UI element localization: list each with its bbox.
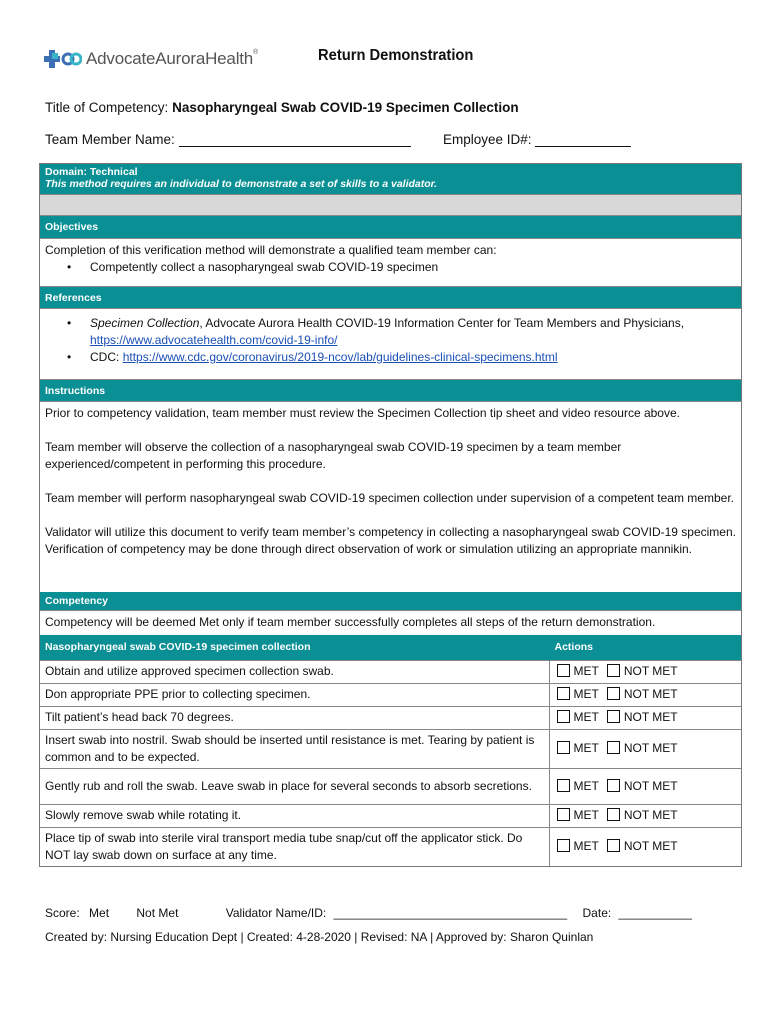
not-met-label: NOT MET bbox=[623, 710, 678, 724]
competency-label: Title of Competency: bbox=[45, 100, 169, 115]
logo-mark-icon bbox=[44, 50, 82, 68]
step-description: Gently rub and roll the swab. Leave swab in place for several seconds to absorb secretions. bbox=[40, 768, 549, 804]
team-member-name-line bbox=[45, 132, 411, 147]
met-label: MET bbox=[573, 778, 599, 793]
table-row bbox=[40, 827, 741, 866]
step-actions bbox=[549, 683, 741, 706]
objectives-header bbox=[40, 216, 741, 238]
not-met-checkbox[interactable] bbox=[607, 687, 620, 700]
list-item bbox=[67, 315, 736, 349]
logo-text: AdvocateAuroraHealth® bbox=[86, 49, 259, 68]
step-description: Don appropriate PPE prior to collecting specimen. bbox=[40, 683, 549, 706]
step-actions bbox=[549, 768, 741, 804]
task-column-header: Nasopharyngeal swab COVID-19 specimen collection bbox=[40, 635, 549, 660]
met-label: MET bbox=[573, 710, 599, 724]
competency-header bbox=[40, 592, 741, 610]
table-header-row bbox=[40, 635, 741, 660]
reference-text: CDC: bbox=[90, 350, 120, 364]
objectives-title: Objectives bbox=[45, 221, 99, 233]
met-label: MET bbox=[573, 741, 599, 755]
date-label: Date: bbox=[582, 906, 612, 920]
instructions-header bbox=[40, 379, 741, 401]
table-row bbox=[40, 768, 741, 804]
score-label: Score: bbox=[45, 906, 80, 920]
table-row bbox=[40, 683, 741, 706]
step-actions bbox=[549, 827, 741, 866]
not-met-label: NOT MET bbox=[623, 664, 678, 678]
domain-title: Domain: Technical bbox=[45, 166, 138, 178]
competency-form bbox=[39, 163, 742, 867]
employee-id-field[interactable] bbox=[535, 133, 631, 147]
domain-subtitle: This method requires an individual to demonstrate a set of skills to a validator. bbox=[45, 178, 438, 190]
validator-field[interactable]: ___________________________________ bbox=[333, 906, 568, 920]
references-list bbox=[45, 315, 736, 366]
date-field[interactable]: ___________ bbox=[618, 906, 692, 920]
met-checkbox[interactable] bbox=[557, 779, 570, 792]
references-title: References bbox=[45, 291, 102, 304]
instruction-paragraph: Prior to competency validation, team member must review the Specimen Collection tip sheet and video resource above. bbox=[45, 406, 680, 420]
table-row bbox=[40, 660, 741, 683]
met-checkbox[interactable] bbox=[557, 839, 570, 852]
references-header bbox=[40, 286, 741, 308]
not-met-label: NOT MET bbox=[623, 839, 678, 853]
employee-id-line bbox=[443, 132, 631, 147]
met-checkbox[interactable] bbox=[557, 710, 570, 723]
not-met-label: NOT MET bbox=[623, 808, 678, 822]
score-line bbox=[45, 906, 692, 920]
document-footer: Created by: Nursing Education Dept | Created: 4-28-2020 | Revised: NA | Approved by: Sharon Quinlan bbox=[45, 930, 594, 944]
cdc-guidelines-link[interactable]: https://www.cdc.gov/coronavirus/2019-ncov/lab/guidelines-clinical-specimens.html bbox=[122, 350, 558, 364]
team-member-name-label: Team Member Name: bbox=[45, 132, 175, 147]
met-checkbox[interactable] bbox=[557, 808, 570, 821]
not-met-checkbox[interactable] bbox=[607, 741, 620, 754]
met-checkbox[interactable] bbox=[557, 741, 570, 754]
not-met-label: NOT MET bbox=[623, 687, 678, 701]
score-not-met[interactable]: Not Met bbox=[136, 906, 179, 920]
employee-id-label: Employee ID#: bbox=[443, 132, 532, 147]
list-item: • Competently collect a nasopharyngeal swab COVID-19 specimen bbox=[67, 259, 736, 276]
not-met-checkbox[interactable] bbox=[607, 664, 620, 677]
page-title: Return Demonstration bbox=[318, 47, 474, 64]
instructions-body bbox=[40, 401, 741, 592]
brand-logo bbox=[44, 48, 258, 70]
instructions-title: Instructions bbox=[45, 384, 106, 397]
met-checkbox[interactable] bbox=[557, 664, 570, 677]
table-row bbox=[40, 804, 741, 827]
met-label: MET bbox=[573, 664, 599, 678]
reference-text: , Advocate Aurora Health COVID-19 Information Center for Team Members and Physicians, bbox=[199, 316, 685, 330]
competency-text: Competency will be deemed Met only if team member successfully completes all steps of the return demonstration. bbox=[45, 615, 656, 629]
steps-table bbox=[40, 635, 741, 866]
table-row bbox=[40, 729, 741, 768]
step-actions bbox=[549, 660, 741, 683]
step-actions bbox=[549, 706, 741, 729]
competency-title-line bbox=[45, 100, 519, 115]
instruction-paragraph: Team member will observe the collection of a nasopharyngeal swab COVID-19 specimen by a team member experienced/competent in performing this procedure. bbox=[45, 440, 622, 471]
not-met-checkbox[interactable] bbox=[607, 710, 620, 723]
reference-title: Specimen Collection bbox=[90, 316, 200, 330]
step-description: Place tip of swab into sterile viral transport media tube snap/cut off the applicator stick. Do NOT lay swab down on surface at any time. bbox=[40, 827, 549, 866]
not-met-label: NOT MET bbox=[623, 778, 678, 793]
step-actions bbox=[549, 804, 741, 827]
met-label: MET bbox=[573, 808, 599, 822]
step-actions bbox=[549, 729, 741, 768]
not-met-checkbox[interactable] bbox=[607, 839, 620, 852]
not-met-label: NOT MET bbox=[623, 741, 678, 755]
instruction-paragraph: Team member will perform nasopharyngeal swab COVID-19 specimen collection under supervision of a competent team member. bbox=[45, 491, 734, 505]
not-met-checkbox[interactable] bbox=[607, 808, 620, 821]
grey-band bbox=[40, 194, 741, 216]
score-met[interactable]: Met bbox=[89, 906, 110, 920]
list-item bbox=[67, 349, 736, 366]
competency-value: Nasopharyngeal Swab COVID-19 Specimen Collection bbox=[172, 100, 519, 115]
step-description: Slowly remove swab while rotating it. bbox=[40, 804, 549, 827]
objectives-body bbox=[40, 238, 741, 286]
table-row bbox=[40, 706, 741, 729]
met-checkbox[interactable] bbox=[557, 687, 570, 700]
step-description: Obtain and utilize approved specimen collection swab. bbox=[40, 660, 549, 683]
references-body bbox=[40, 308, 741, 379]
step-description: Tilt patient’s head back 70 degrees. bbox=[40, 706, 549, 729]
competency-section-title: Competency bbox=[45, 595, 109, 607]
team-member-name-field[interactable] bbox=[179, 133, 411, 147]
domain-header bbox=[40, 164, 741, 194]
validator-label: Validator Name/ID: bbox=[225, 906, 327, 920]
objectives-list bbox=[45, 259, 736, 276]
step-description: Insert swab into nostril. Swab should be inserted until resistance is met. Tearing by patient is common and to be expected. bbox=[40, 729, 549, 768]
met-label: MET bbox=[573, 839, 599, 853]
met-label: MET bbox=[573, 687, 599, 701]
advocate-covid-link[interactable]: https://www.advocatehealth.com/covid-19-info/ bbox=[90, 333, 338, 347]
instruction-paragraph: Validator will utilize this document to verify team member’s competency in collecting a nasopharyngeal swab COVID-19 specimen. Verification of competency may be done through direct observation of work or simulation utilizing an appropriate mannikin. bbox=[45, 525, 736, 556]
not-met-checkbox[interactable] bbox=[607, 779, 620, 792]
competency-body bbox=[40, 610, 741, 635]
objectives-intro: Completion of this verification method will demonstrate a qualified team member can: bbox=[45, 243, 497, 257]
actions-column-header: Actions bbox=[549, 635, 741, 660]
